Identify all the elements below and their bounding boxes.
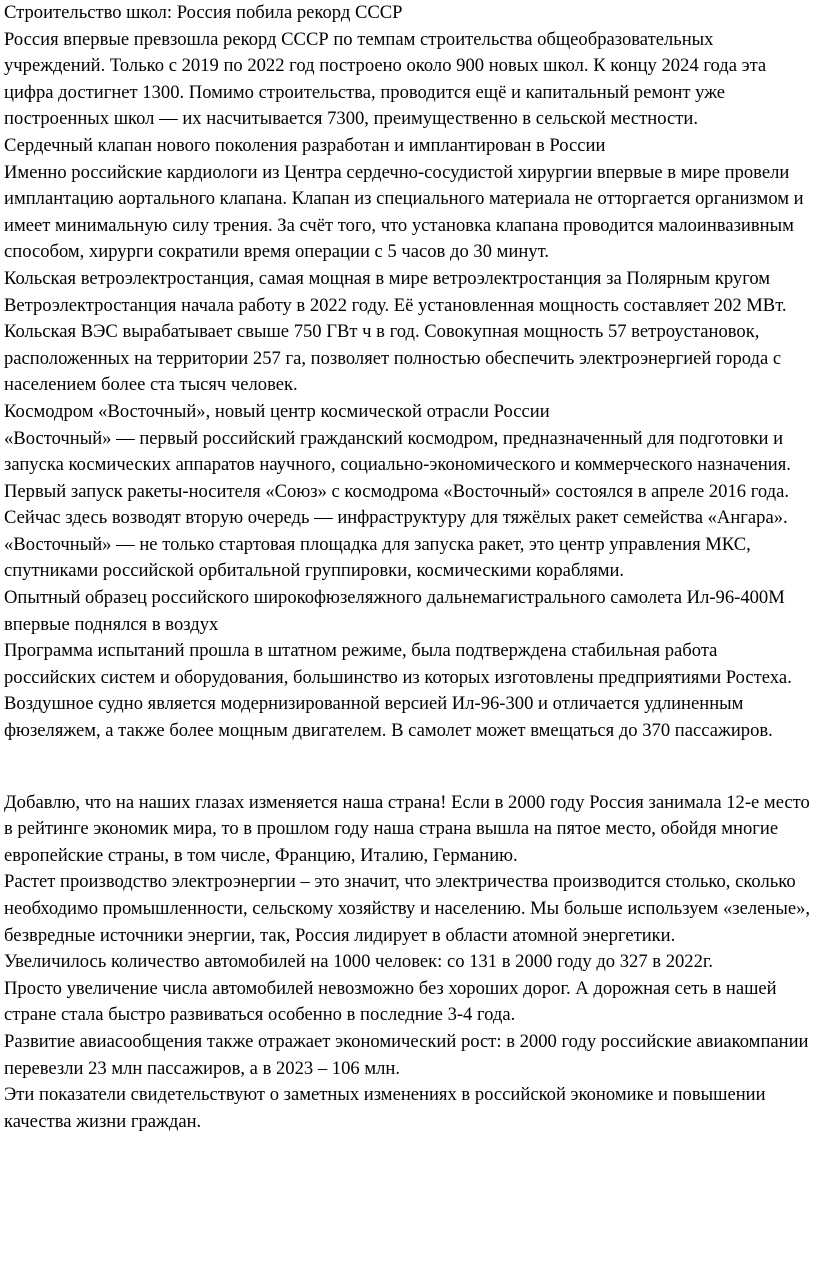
article-5-body: Программа испытаний прошла в штатном режиме, была подтверждена стабильная работа российских систем и оборудования, большинство из которых изготовлены предприятиями Ростеха. Воздушное судно является модернизированной версией Ил-96-300 и отличается удлиненным фюзеляжем, а также более мощным двигателем. В самолет может вмещаться до 370 пассажиров. <box>4 640 792 742</box>
conclusion-paragraph-6: Эти показатели свидетельствуют о заметных изменениях в российской экономике и повышении качества жизни граждан. <box>4 1084 766 1132</box>
conclusion-paragraph-5: Развитие авиасообщения также отражает экономический рост: в 2000 году российские авиакомпании перевезли 23 млн пассажиров, а в 2023 – 106 млн. <box>4 1030 809 1079</box>
article-4-title: Космодром «Восточный», новый центр космической отрасли России <box>4 400 550 422</box>
article-3-body: Ветроэлектростанция начала работу в 2022 году. Её установленная мощность составляет 202 МВт. Кольская ВЭС вырабатывает свыше 750 ГВт ч в год. Совокупная мощность 57 ветроустановок, расположенных на территории 257 га, позволяет полностью обеспечить электроэнергией города с населением более ста тысяч человек. <box>4 294 787 396</box>
article-1-title: Строительство школ: Россия побила рекорд СССР <box>4 2 403 23</box>
article-2-title: Сердечный клапан нового поколения разработан и имплантирован в России <box>4 134 606 156</box>
conclusion-paragraph-3: Увеличилось количество автомобилей на 1000 человек: со 131 в 2000 году до 327 в 2022г. <box>4 951 714 973</box>
conclusion-paragraph-4: Просто увеличение числа автомобилей невозможно без хороших дорог. А дорожная сеть в нашей стране стала быстро развиваться особенно в последние 3-4 года. <box>4 977 777 1026</box>
conclusion-paragraph-2: Растет производство электроэнергии – это значит, что электричества производится столько, сколько необходимо промышленности, сельскому хозяйству и населению. Мы больше используем «зеленые», безвредные источники энергии, так, Россия лидирует в области атомной энергетики. <box>4 871 811 946</box>
article-3-title: Кольская ветроэлектростанция, самая мощная в мире ветроэлектростанция за Полярным кругом <box>4 267 771 289</box>
article-5-title: Опытный образец российского широкофюзеляжного дальнемагистрального самолета Ил-96-400М впервые поднялся в воздух <box>4 587 785 635</box>
conclusion-paragraph-1: Добавлю, что на наших глазах изменяется наша страна! Если в 2000 году Россия занимала 12-е место в рейтинге экономик мира, то в прошлом году наша страна вышла на пятое место, обойдя многие европейские страны, в том числе, Францию, Италию, Германию. <box>4 791 810 866</box>
article-1-body: Россия впервые превзошла рекорд СССР по темпам строительства общеобразовательных учреждений. Только с 2019 по 2022 год построено около 900 новых школ. К концу 2024 года эта цифра достигнет 1300. Помимо строительства, проводится ещё и капитальный ремонт уже построенных школ — их насчитывается 7300, преимущественно в сельской местности. <box>4 28 767 130</box>
article-2-body: Именно российские кардиологи из Центра сердечно-сосудистой хирургии впервые в мире провели имплантацию аортального клапана. Клапан из специального материала не отторгается организмом и имеет минимальную силу трения. За счёт того, что установка клапана проводится малоинвазивным способом, хирурги сократили время операции с 5 часов до 30 минут. <box>4 161 804 263</box>
document-page <box>4 0 812 1135</box>
article-4-body: «Восточный» — первый российский гражданский космодром, предназначенный для подготовки и запуска космических аппаратов научного, социально-экономического и коммерческого назначения. Первый запуск ракеты-носителя «Союз» с космодрома «Восточный» состоялся в апреле 2016 года. Сейчас здесь возводят вторую очередь — инфраструктуру для тяжёлых ракет семейства «Ангара». «Восточный» — не только стартовая площадка для запуска ракет, это центр управления МКС, спутниками российской орбитальной группировки, космическими кораблями. <box>4 427 791 582</box>
paragraph-spacer <box>4 745 812 790</box>
